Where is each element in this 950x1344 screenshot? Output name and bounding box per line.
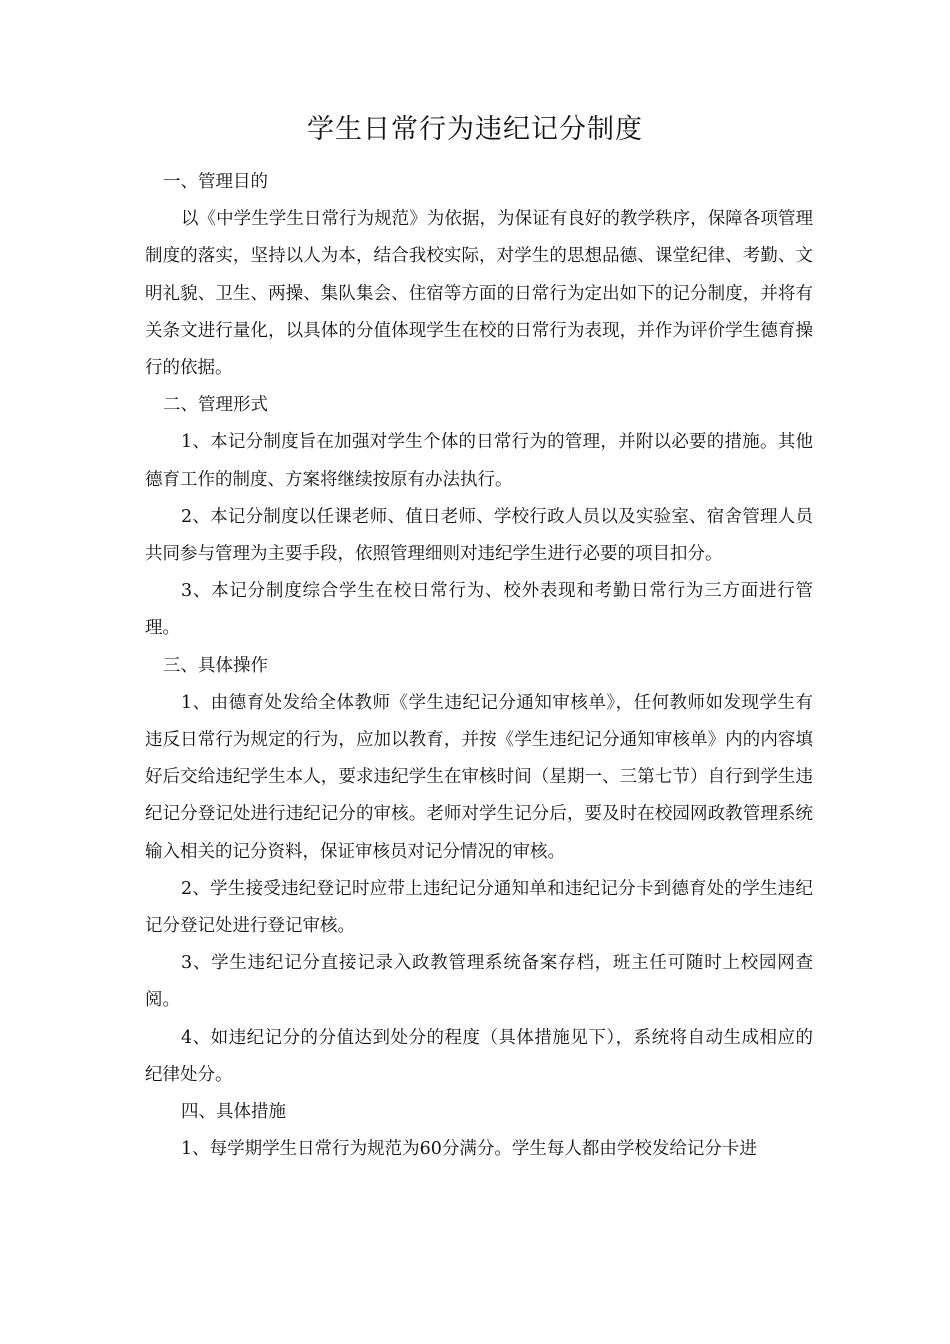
section-heading-purpose: 一、管理目的	[163, 172, 268, 192]
section-paragraph: 4、如违纪记分的分值达到处分的程度（具体措施见下），系统将自动生成相应的纪律处分。	[145, 1027, 813, 1085]
section-paragraph: 以《中学生学生日常行为规范》为依据，为保证有良好的教学秩序，保障各项管理制度的落实，坚持以人为本，结合我校实际，对学生的思想品德、课堂纪律、考勤、文明礼貌、卫生、两操、集队集会、住宿等方面的日常行为定出如下的记分制度，并将有关条文进行量化，以具体的分值体现学生在校的日常行为表现，并作为评价学生德育操行的依据。	[145, 209, 813, 379]
section-paragraph: 2、学生接受违纪登记时应带上违纪记分通知单和违纪记分卡到德育处的学生违纪记分登记处进行登记审核。	[145, 878, 813, 937]
section-paragraph: 3、本记分制度综合学生在校日常行为、校外表现和考勤日常行为三方面进行管理。	[145, 581, 813, 639]
section-heading-measures: 四、具体措施	[181, 1102, 286, 1123]
section-heading-operation: 三、具体操作	[163, 655, 268, 676]
section-paragraph: 1、每学期学生日常行为规范为60分满分。学生每人都由学校发给记分卡进	[181, 1139, 757, 1160]
document-body	[145, 164, 813, 1168]
section-paragraph: 1、由德育处发给全体教师《学生违纪记分通知审核单》，任何教师如发现学生有违反日常行为规定的行为，应加以教育，并按《学生违纪记分通知审核单》内的内容填好后交给违纪学生本人，要求违纪学生在审核时间（星期一、三第七节）自行到学生违纪记分登记处进行违纪记分的审核。老师对学生记分后，要及时在校园网政教管理系统输入相关的记分资料，保证审核员对记分情况的审核。	[145, 692, 813, 862]
section-paragraph: 3、学生违纪记分直接记录入政教管理系统备案存档，班主任可随时上校园网查阅。	[145, 953, 813, 1011]
section-heading-form: 二、管理形式	[163, 395, 268, 416]
section-paragraph: 1、本记分制度旨在加强对学生个体的日常行为的管理，并附以必要的措施。其他德育工作的制度、方案将继续按原有办法执行。	[145, 432, 813, 490]
section-paragraph: 2、本记分制度以任课老师、值日老师、学校行政人员以及实验室、宿舍管理人员共同参与管理为主要手段，依照管理细则对违纪学生进行必要的项目扣分。	[145, 506, 813, 565]
document-title: 学生日常行为违纪记分制度	[307, 114, 643, 145]
